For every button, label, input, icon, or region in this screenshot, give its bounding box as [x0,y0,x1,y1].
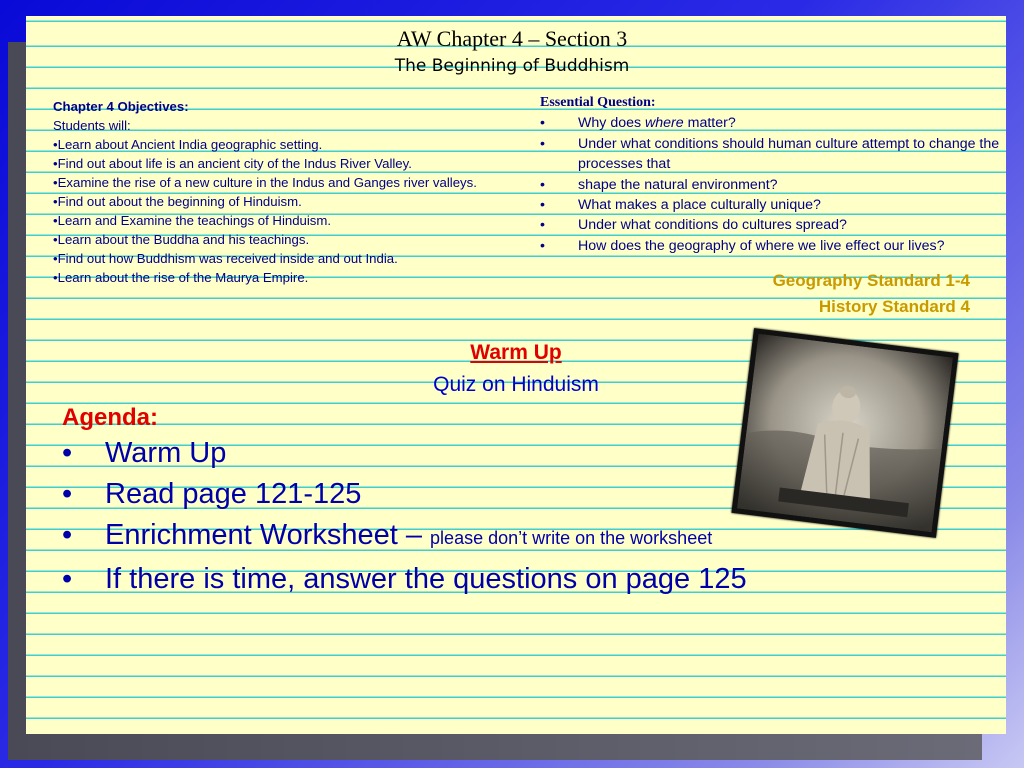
question-text: Under what conditions should human culture attempt to change the processes that [578,135,1000,173]
essential-question-item [540,215,1010,235]
objective-item: •Learn and Examine the teachings of Hinduism. [53,213,332,228]
bullet-icon: • [62,478,73,510]
agenda-item [62,515,747,559]
objective-item: •Find out about life is an ancient city of the Indus River Valley. [53,156,412,171]
agenda-item-text: Warm Up [105,437,227,469]
agenda-block [62,403,747,600]
question-emphasis: where [645,115,684,132]
bullet-icon: • [540,176,545,193]
essential-question-item [540,195,1010,215]
history-standard: History Standard 4 [818,297,970,316]
geography-standard: Geography Standard 1-4 [772,271,970,290]
agenda-item [62,559,747,600]
question-suffix: matter? [683,115,736,132]
worksheet-note: please don’t write on the worksheet [430,528,713,548]
objective-item: •Learn about the Buddha and his teachings. [53,232,310,247]
agenda-item-text: Read page 121-125 [105,478,362,510]
bullet-icon: • [540,217,545,234]
bullet-icon: • [540,197,545,214]
essential-question-item [540,134,1010,175]
bullet-icon: • [62,437,73,469]
warm-up-heading: Warm Up [470,341,562,364]
bullet-icon: • [62,563,73,595]
objective-item: •Learn about the rise of the Maurya Empire. [53,270,309,285]
bullet-icon: • [540,135,545,152]
bullet-icon: • [540,237,545,254]
essential-question-item [540,113,1010,133]
essential-question-item [540,236,1010,256]
agenda-item-text: Enrichment Worksheet – [105,519,431,551]
question-text: Under what conditions do cultures spread? [578,217,847,234]
objectives-block [53,97,523,287]
question-text: What makes a place culturally unique? [578,197,821,214]
objectives-intro: Students will: [53,118,131,133]
agenda-item [62,433,747,474]
question-text: shape the natural environment? [578,176,778,193]
agenda-item-text: If there is time, answer the questions on page 125 [105,563,747,595]
objectives-heading: Chapter 4 Objectives: [53,99,189,114]
agenda-item [62,474,747,515]
objective-item: •Find out about the beginning of Hinduism. [53,194,302,209]
essential-question-heading: Essential Question: [540,95,656,110]
objective-item: •Examine the rise of a new culture in the Indus and Ganges river valleys. [53,175,477,190]
bullet-icon: • [62,519,73,551]
essential-question-block [540,93,1010,256]
agenda-heading: Agenda: [62,404,158,431]
essential-question-item [540,175,1010,195]
question-text: How does the geography of where we live effect our lives? [578,237,945,254]
standards-block [773,268,970,320]
question-prefix: Why does [578,115,646,132]
warm-up-subtitle: Quiz on Hinduism [433,373,599,396]
slide-title: AW Chapter 4 – Section 3 [396,26,628,51]
objective-item: •Find out how Buddhism was received inside and out India. [53,251,398,266]
objective-item: •Learn about Ancient India geographic setting. [53,137,323,152]
bullet-icon: • [540,115,545,132]
slide-subtitle: The Beginning of Buddhism [394,56,630,76]
